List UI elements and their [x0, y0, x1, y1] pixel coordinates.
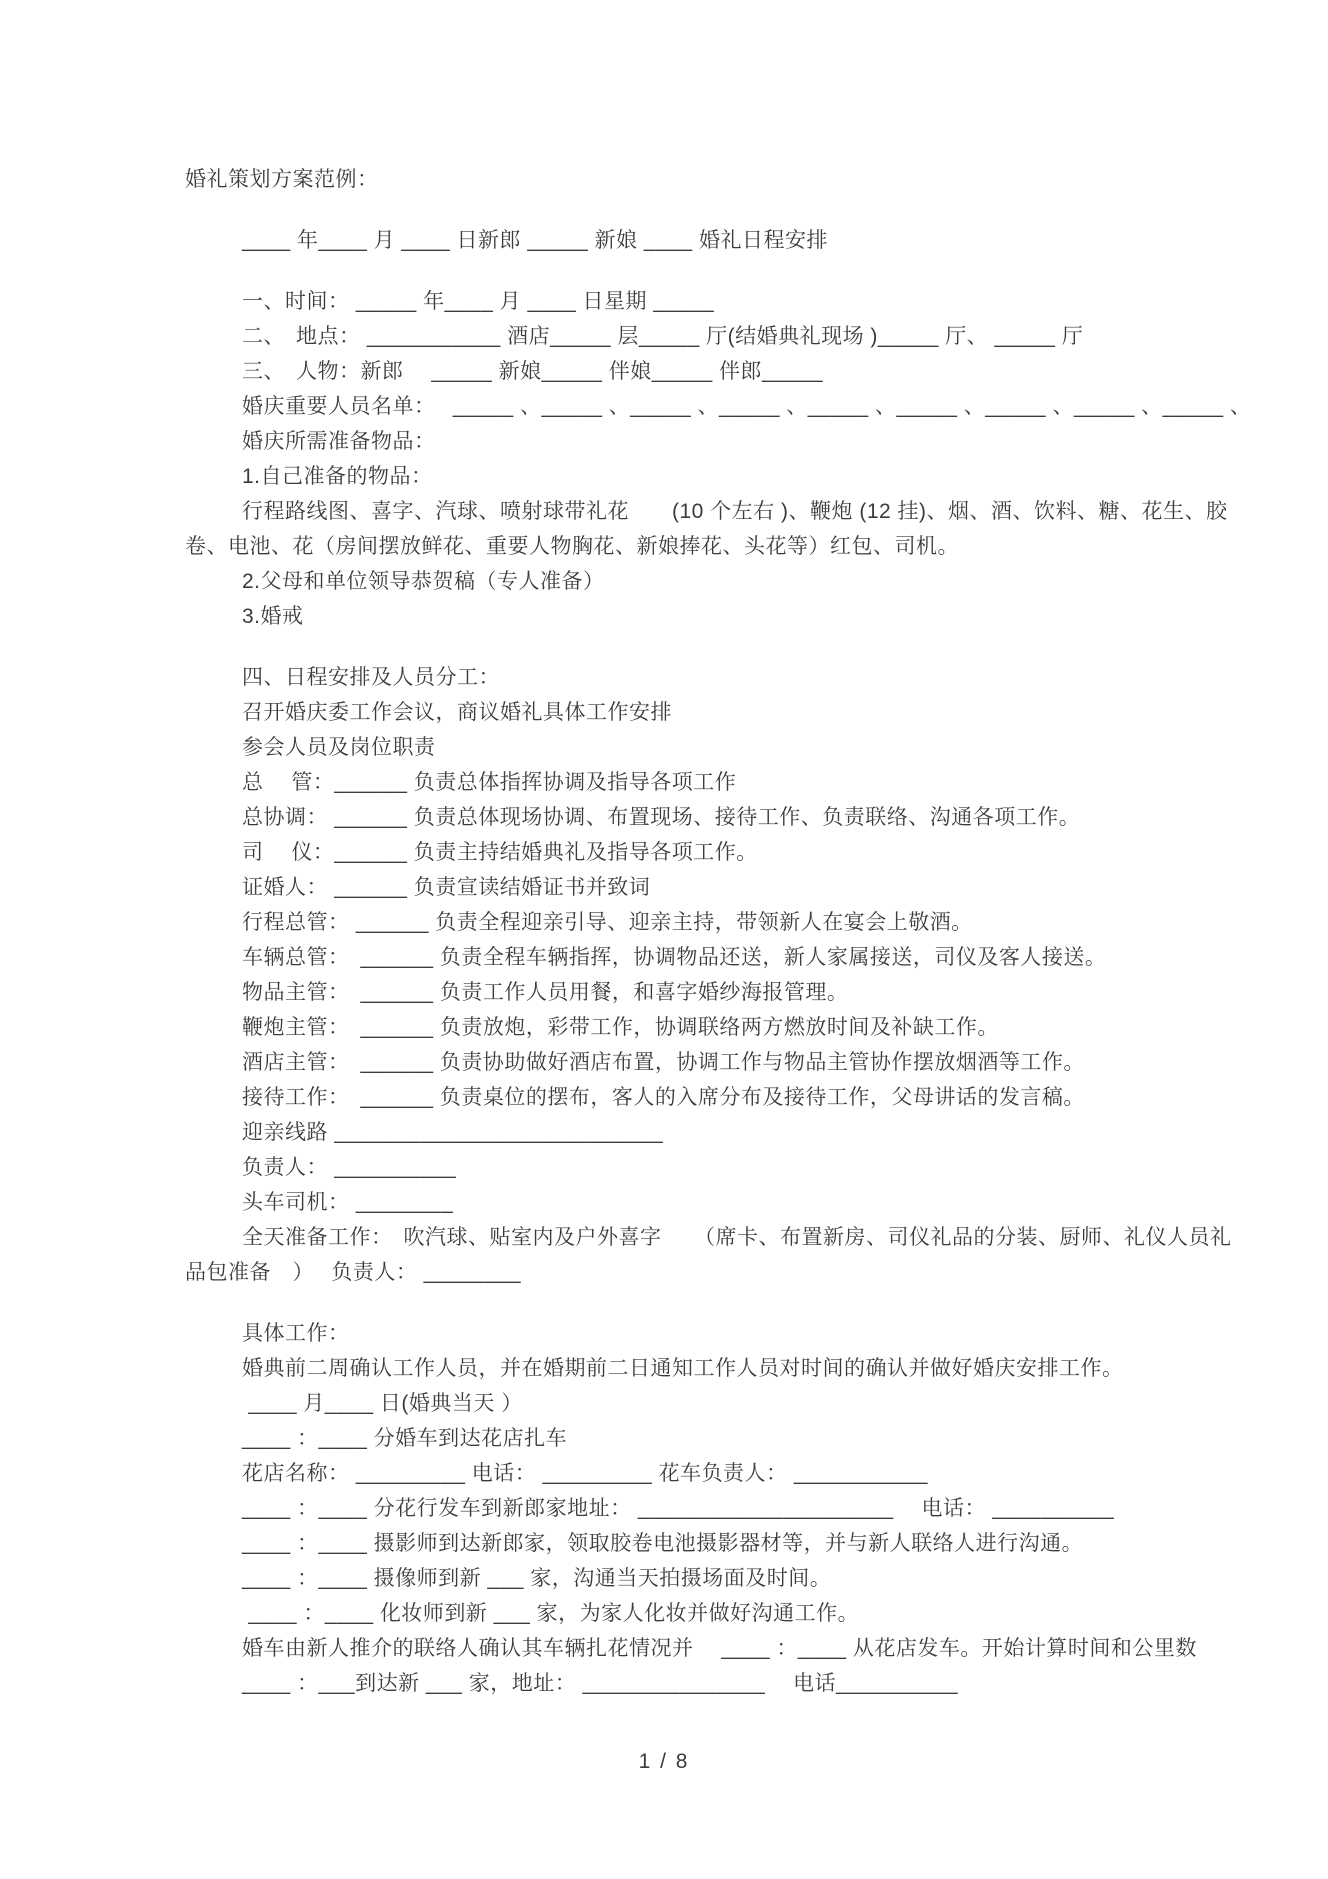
blank-line	[185, 1290, 1251, 1316]
doc-line: ____ 月____ 日(婚典当天 ）	[242, 1392, 523, 1415]
doc-line: 婚庆所需准备物品：	[242, 430, 436, 453]
doc-line: 婚车由新人推介的联络人确认其车辆扎花情况并 ____ ：____ 从花店发车。开始计算时间和公里数	[242, 1637, 1197, 1660]
page-footer	[0, 1750, 1328, 1774]
doc-line: 总协调： ______ 负责总体现场协调、布置现场、接待工作、负责联络、沟通各项工作。	[242, 806, 1081, 829]
doc-line: 1.自己准备的物品：	[242, 465, 433, 488]
doc-line: 婚礼策划方案范例：	[185, 168, 379, 191]
doc-line: 品包准备 ） 负责人： ________	[185, 1261, 522, 1284]
doc-line: 证婚人： ______ 负责宣读结婚证书并致词	[242, 876, 651, 899]
doc-line: 负责人： __________	[242, 1156, 457, 1179]
doc-line: ____ ：____ 分花行发车到新郎家地址： _____________________ 电话： __________	[242, 1497, 1115, 1520]
doc-line: ____ ：____ 分婚车到达花店扎车	[242, 1427, 568, 1450]
doc-line: ____ ：____ 摄像师到新 ___ 家，沟通当天拍摄场面及时间。	[242, 1567, 832, 1590]
doc-line: ____ 年____ 月 ____ 日新郎 _____ 新娘 ____ 婚礼日程安排	[242, 229, 828, 252]
doc-line: 头车司机： ________	[242, 1191, 454, 1214]
document-lines	[185, 162, 1251, 1701]
doc-line: 具体工作：	[242, 1322, 350, 1345]
doc-line: 迎亲线路 ___________________________	[242, 1121, 664, 1144]
doc-line: 接待工作： ______ 负责桌位的摆布，客人的入席分布及接待工作，父母讲话的发言稿。	[242, 1086, 1085, 1109]
doc-line: ____ ：____ 化妆师到新 ___ 家，为家人化妆并做好沟通工作。	[242, 1602, 860, 1625]
doc-line: 2.父母和单位领导恭贺稿（专人准备）	[242, 570, 605, 593]
doc-line: 3.婚戒	[242, 605, 304, 628]
doc-line: 二、 地点： ___________ 酒店_____ 层_____ 厅(结婚典礼现场 )_____ 厅、 _____ 厅	[242, 325, 1084, 348]
doc-line: 参会人员及岗位职责	[242, 736, 436, 759]
doc-line: 总 管：______ 负责总体指挥协调及指导各项工作	[242, 771, 737, 794]
blank-line	[185, 197, 1251, 223]
doc-line: 行程路线图、喜字、汽球、喷射球带礼花 (10 个左右 )、鞭炮 (12 挂)、烟、酒、饮料、糖、花生、胶	[242, 500, 1228, 523]
doc-line: 全天准备工作： 吹汽球、贴室内及户外喜字 （席卡、布置新房、司仪礼品的分装、厨师、礼仪人员礼	[242, 1226, 1232, 1249]
doc-line: ____ ：___到达新 ___ 家，地址： _______________ 电话__________	[242, 1672, 958, 1695]
blank-line	[185, 258, 1251, 284]
doc-line: 三、 人物：新郎 _____ 新娘_____ 伴娘_____ 伴郎_____	[242, 360, 823, 383]
doc-line: 酒店主管： ______ 负责协助做好酒店布置，协调工作与物品主管协作摆放烟酒等工作。	[242, 1051, 1085, 1074]
doc-line: ____ ：____ 摄影师到达新郎家，领取胶卷电池摄影器材等，并与新人联络人进行沟通。	[242, 1532, 1084, 1555]
doc-line: 司 仪：______ 负责主持结婚典礼及指导各项工作。	[242, 841, 758, 864]
doc-line: 行程总管： ______ 负责全程迎亲引导、迎亲主持，带领新人在宴会上敬酒。	[242, 911, 973, 934]
doc-line: 婚庆重要人员名单： _____ 、_____ 、_____ 、_____ 、_____ 、_____ 、_____ 、_____ 、_____ 、	[242, 395, 1252, 418]
doc-line: 鞭炮主管： ______ 负责放炮，彩带工作，协调联络两方燃放时间及补缺工作。	[242, 1016, 999, 1039]
page-number: 1 / 8	[638, 1750, 690, 1773]
doc-line: 车辆总管： ______ 负责全程车辆指挥，协调物品还送，新人家属接送，司仪及客人接送。	[242, 946, 1107, 969]
doc-line: 卷、电池、花（房间摆放鲜花、重要人物胸花、新娘捧花、头花等）红包、司机。	[185, 535, 959, 558]
doc-line: 召开婚庆委工作会议，商议婚礼具体工作安排	[242, 701, 672, 724]
blank-line	[185, 634, 1251, 660]
doc-line: 婚典前二周确认工作人员，并在婚期前二日通知工作人员对时间的确认并做好婚庆安排工作。	[242, 1357, 1124, 1380]
doc-line: 一、时间： _____ 年____ 月 ____ 日星期 _____	[242, 290, 715, 313]
doc-line: 四、日程安排及人员分工：	[242, 666, 500, 689]
doc-line: 花店名称： _________ 电话： _________ 花车负责人： ___________	[242, 1462, 928, 1485]
doc-line: 物品主管： ______ 负责工作人员用餐，和喜字婚纱海报管理。	[242, 981, 849, 1004]
